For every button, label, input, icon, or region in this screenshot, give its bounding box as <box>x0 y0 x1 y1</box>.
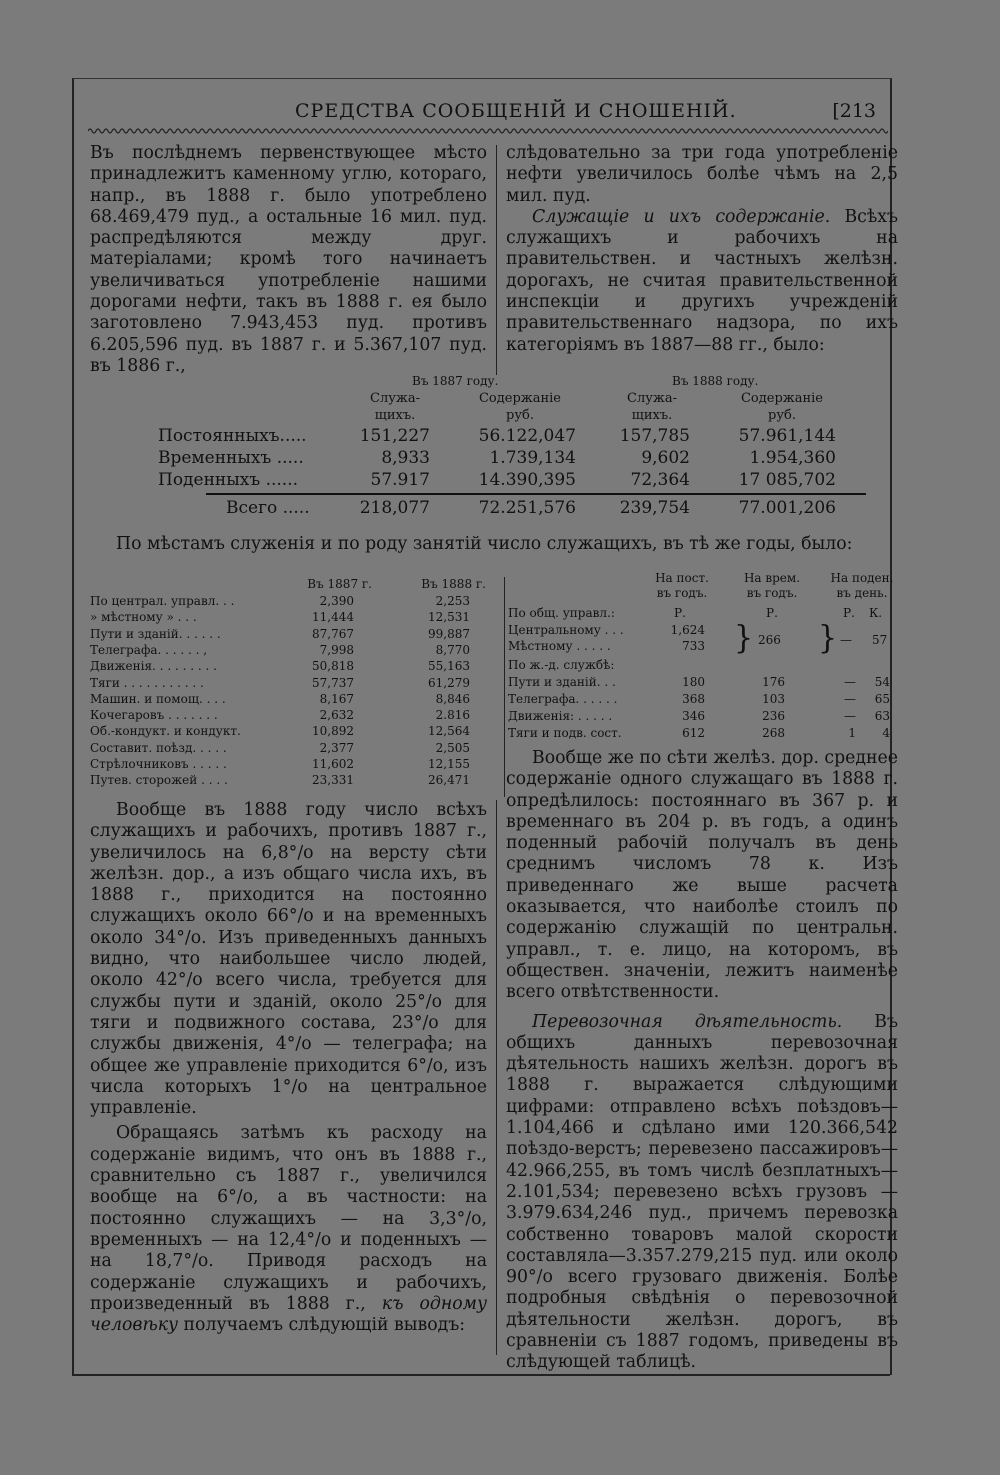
table3-cell: 63 <box>874 709 890 723</box>
table1-total-rule <box>206 493 866 495</box>
table3-cell: 733 <box>682 639 705 653</box>
table1-col-pay-1888: Содержаніе руб. <box>740 391 824 423</box>
column-divider-bottom <box>496 800 497 1355</box>
table2-row-label: Стрѣлочниковъ . . . . . <box>90 757 227 771</box>
header-wavy-rule <box>88 127 888 135</box>
table2-cell: 26,471 <box>428 773 470 788</box>
table3-cell: — <box>844 709 856 723</box>
table1-col-serv-1888: Служа- щихъ. <box>627 391 677 423</box>
table2-cell: 11,444 <box>312 610 354 625</box>
table2-head-1887: Въ 1887 г. <box>307 577 372 591</box>
table2-cell: 7,998 <box>319 642 354 657</box>
table2-cell: 8,846 <box>435 691 470 706</box>
table1-cell: 151,227 <box>359 426 430 446</box>
table3-group-rail: По ж.-д. службѣ: <box>508 658 615 672</box>
table2-head-1888: Въ 1888 г. <box>421 577 486 591</box>
table1-total-cell: 77.001,206 <box>738 498 836 518</box>
table2-row-label: Путев. сторожей . . . . <box>90 773 228 788</box>
table1-cell: 56.122,047 <box>478 426 576 446</box>
table1-row-label: Поденныхъ ...... <box>158 470 299 490</box>
table2-cell: 61,279 <box>428 675 470 690</box>
table2-cell: 2,377 <box>319 740 354 755</box>
places-paragraph: По мѣстамъ служенія и по роду занятій число служащихъ, въ тѣ же годы, было: <box>116 534 853 554</box>
table2-row-label: » мѣстному » . . . <box>90 610 197 625</box>
table1-col-pay-1887: Содержаніе руб. <box>478 391 562 423</box>
table3-cell: 4 <box>882 726 890 740</box>
table2-row-label: Машин. и помощ. . . . <box>90 691 226 706</box>
frame-bottom-rule <box>72 1374 890 1376</box>
table2-row-label: Составит. поѣзд. . . . . <box>90 740 227 755</box>
table3-cell: 176 <box>762 675 785 689</box>
table1-row-label: Временныхъ ..... <box>158 448 304 468</box>
page-header <box>90 98 882 126</box>
brace-icon: } <box>734 620 754 657</box>
table2-cell: 2,632 <box>319 708 354 723</box>
table1-cell: 57.961,144 <box>738 426 836 446</box>
table2-row-label: Кочегаровъ . . . . . . . <box>90 708 218 723</box>
table1-cell: 14.390,395 <box>478 470 576 490</box>
brace-icon: } <box>818 620 838 657</box>
table3-group-general: По общ. управл.: <box>508 606 615 620</box>
section-heading-transport: Перевозочная дѣятельность. <box>532 1011 843 1032</box>
table2-cell: 12,531 <box>428 610 470 625</box>
table2-cell: 55,163 <box>428 659 470 674</box>
table3-cell: 612 <box>682 726 705 740</box>
table3-row-label: Центральному . . . <box>508 623 624 637</box>
table2-cell: 2,390 <box>319 594 354 608</box>
table2-cell: 99,887 <box>428 626 470 641</box>
table3-cell: 103 <box>762 692 785 706</box>
table3-unit: Р. <box>674 606 686 620</box>
table2-cell: 12,564 <box>428 724 470 739</box>
table1-cell: 1.739,134 <box>489 448 576 468</box>
table3-cell: 180 <box>682 675 705 689</box>
table2-row-label: Об.-кондукт. и кондукт. <box>90 724 241 739</box>
table2-cell: 10,892 <box>312 724 354 739</box>
table3-row-label: Телеграфа. . . . . . <box>508 692 618 706</box>
table2-cell: 23,331 <box>312 773 354 788</box>
table1-cell: 9,602 <box>641 448 690 468</box>
table3-cell: — <box>844 692 856 706</box>
page-number: [213 <box>832 100 876 122</box>
table3-head-daily: На поден. въ день. <box>830 571 894 600</box>
intro-right-text: слѣдовательно за три года употребленіе нефти увеличилось болѣе чѣмъ на 2,5 мил. пуд. Служащіе и ихъ содержаніе. Всѣхъ служащихъ и рабочихъ на правительствен. и частныхъ желѣзн. дорогахъ, не считая правительственной инспекціи и другихъ учрежденій правительственнаго надзора, по ихъ категоріямъ въ 1887—88 гг., было: <box>506 143 898 355</box>
table1-total-cell: 218,077 <box>359 498 430 518</box>
table2-cell: 11,602 <box>312 757 354 771</box>
table2-row-label: Тяги . . . . . . . . . . . <box>90 675 204 690</box>
table2-row-label: По централ. управл. . . <box>90 594 235 608</box>
table3-cell: 368 <box>682 692 705 706</box>
table1-cell: 17 085,702 <box>738 470 836 490</box>
table2-cell: 2,505 <box>435 740 470 755</box>
column-divider-top <box>496 145 497 375</box>
table1-cell: 1.954,360 <box>749 448 836 468</box>
table3-cell: 268 <box>762 726 785 740</box>
table3-head-perm: На пост. въ годъ. <box>655 571 709 600</box>
table3-cell: 54 <box>874 675 890 689</box>
table3-head-temp: На врем. въ годъ. <box>743 571 801 600</box>
table2-cell: 8,167 <box>319 691 354 706</box>
table3-cell: — <box>844 675 856 689</box>
intro-left-text: Въ послѣднемъ первенствующее мѣсто принадлежитъ каменному углю, котораго, напр., въ 1888 г. было употреблено 68.469,479 пуд., а остальные 16 мил. пуд. распредѣляются между друг. матеріалами; кромѣ того начинаетъ увеличиваться употребленіе нашими дорогами нефти, такъ въ 1888 г. ея было заготовлено 7.943,453 пуд. противъ 6.205,596 пуд. въ 1887 г. и 5.367,107 пуд. въ 1886 г., <box>90 143 487 376</box>
table2-row-label: Движенія. . . . . . . . . <box>90 659 217 674</box>
table3-unit: Р. <box>766 606 778 620</box>
table3-cell: 1 <box>848 726 856 740</box>
section-heading-staff: Служащіе и ихъ содержаніе. <box>532 206 831 227</box>
table3-cell: 236 <box>762 709 785 723</box>
table2-cell: 57,737 <box>312 675 354 690</box>
table1-cell: 57.917 <box>370 470 430 490</box>
lower-left-text: Вообще въ 1888 году число всѣхъ служащихъ и рабочихъ, противъ 1887 г., увеличилось на 6,8°/о на версту сѣти желѣзн. дор., а изъ общаго числа ихъ, въ 1888 г., приходится на постоянно служащихъ около 66°/о и на временныхъ около 34°/о. Изъ приведенныхъ данныхъ видно, что наибольшее число людей, около 42°/о всего числа, требуется для службы пути и зданій, около 25°/о для тяги и подвижного состава, 23°/о для службы движенія, 4°/о — телеграфа; на общее же управленіе приходится 6°/о, изъ числа которыхъ 1°/о на центральное управленіе. Обращаясь затѣмъ къ расходу на содержаніе видимъ, что онъ въ 1888 г., сравнительно съ 1887 г., увеличился вообще на 6°/о, а въ частности: на постоянно служащихъ — на 3,3°/о, временныхъ — на 12,4°/о и поденныхъ — на 18,7°/о. Приводя расходъ на содержаніе служащихъ и рабочихъ, произведенный въ 1888 г., къ одному человѣку получаемъ слѣдующій выводъ: <box>90 800 488 1336</box>
table1-year2: Въ 1888 году. <box>672 374 759 388</box>
table1-year1: Въ 1887 году. <box>412 374 499 388</box>
table1-col-serv-1887: Служа- щихъ. <box>370 391 420 423</box>
table1-row-label: Постоянныхъ..... <box>158 426 307 446</box>
table3-row-label: Мѣстному . . . . . <box>508 639 611 653</box>
table1-total-cell: 239,754 <box>619 498 690 518</box>
table3-cell: 1,624 <box>670 623 705 637</box>
table3-unit: К. <box>869 606 883 620</box>
table1-total-cell: 72.251,576 <box>478 498 576 518</box>
table3-row-label: Тяги и подв. сост. <box>508 726 622 740</box>
table2-cell: 12,155 <box>428 757 470 771</box>
table1-total-label: Всего ..... <box>226 498 310 518</box>
table2-row-label: Пути и зданій. . . . . . <box>90 626 221 641</box>
table1-cell: 157,785 <box>619 426 690 446</box>
table3-cell: 266 <box>758 633 781 647</box>
table3-cell: 346 <box>682 709 705 723</box>
table2-cell: 50,818 <box>312 659 354 674</box>
page-title: СРЕДСТВА СООБЩЕНІЙ И СНОШЕНІЙ. <box>295 100 737 122</box>
table1-cell: 8,933 <box>381 448 430 468</box>
table2-cell: 87,767 <box>312 626 354 641</box>
table3-cell: 57 <box>872 633 888 647</box>
lower-right-text: Вообще же по сѣти желѣз. дор. среднее содержаніе одного служащаго въ 1888 г. опредѣлилось: постояннаго въ 367 р. и временнаго въ 204 р. въ годъ, а одинъ поденный рабочій получалъ въ день среднимъ числомъ 78 к. Изъ приведеннаго же выше расчета оказывается, что наиболѣе стоилъ по содержанію служащій по центральн. управл., т. е. лицо, на которомъ, въ обществен. значеніи, лежитъ наименѣе всего отвѣтственности. Перевозочная дѣятельность. Въ общихъ данныхъ перевозочная дѣятельность нашихъ желѣзн. дорогъ въ 1888 г. выражается слѣдующими цифрами: отправлено всѣхъ поѣздовъ—1.104,466 и сдѣлано ими 120.366,542 поѣздо-верстъ; перевезено пассажировъ—42.966,255, въ томъ числѣ безплатныхъ—2.101,534; перевезено всѣхъ грузовъ — 3.979.634,246 пуд., причемъ перевозка собственно товаровъ малой скорости составляла—3.357.279,215 пуд. или около 90°/о всего грузоваго движенія. Болѣе подробныя свѣдѣнія о перевозочной дѣятельности желѣзн. дорогъ, въ сравненіи съ 1887 годомъ, приведены въ слѣдующей таблицѣ. <box>506 748 899 1373</box>
column-divider-middle <box>504 577 505 797</box>
table3-row-label: Пути и зданій. . . <box>508 675 616 689</box>
table1-cell: 72,364 <box>630 470 690 490</box>
table3-cell: — <box>840 633 852 647</box>
table3-cell: 65 <box>874 692 890 706</box>
table2-cell: 2,253 <box>435 594 470 608</box>
table3-row-label: Движенія: . . . . . <box>508 709 613 723</box>
table2-cell: 2.816 <box>435 708 470 723</box>
table3-unit: Р. <box>843 606 855 620</box>
table2-cell: 8,770 <box>435 642 470 657</box>
table2-row-label: Телеграфа. . . . . . , <box>90 642 208 657</box>
